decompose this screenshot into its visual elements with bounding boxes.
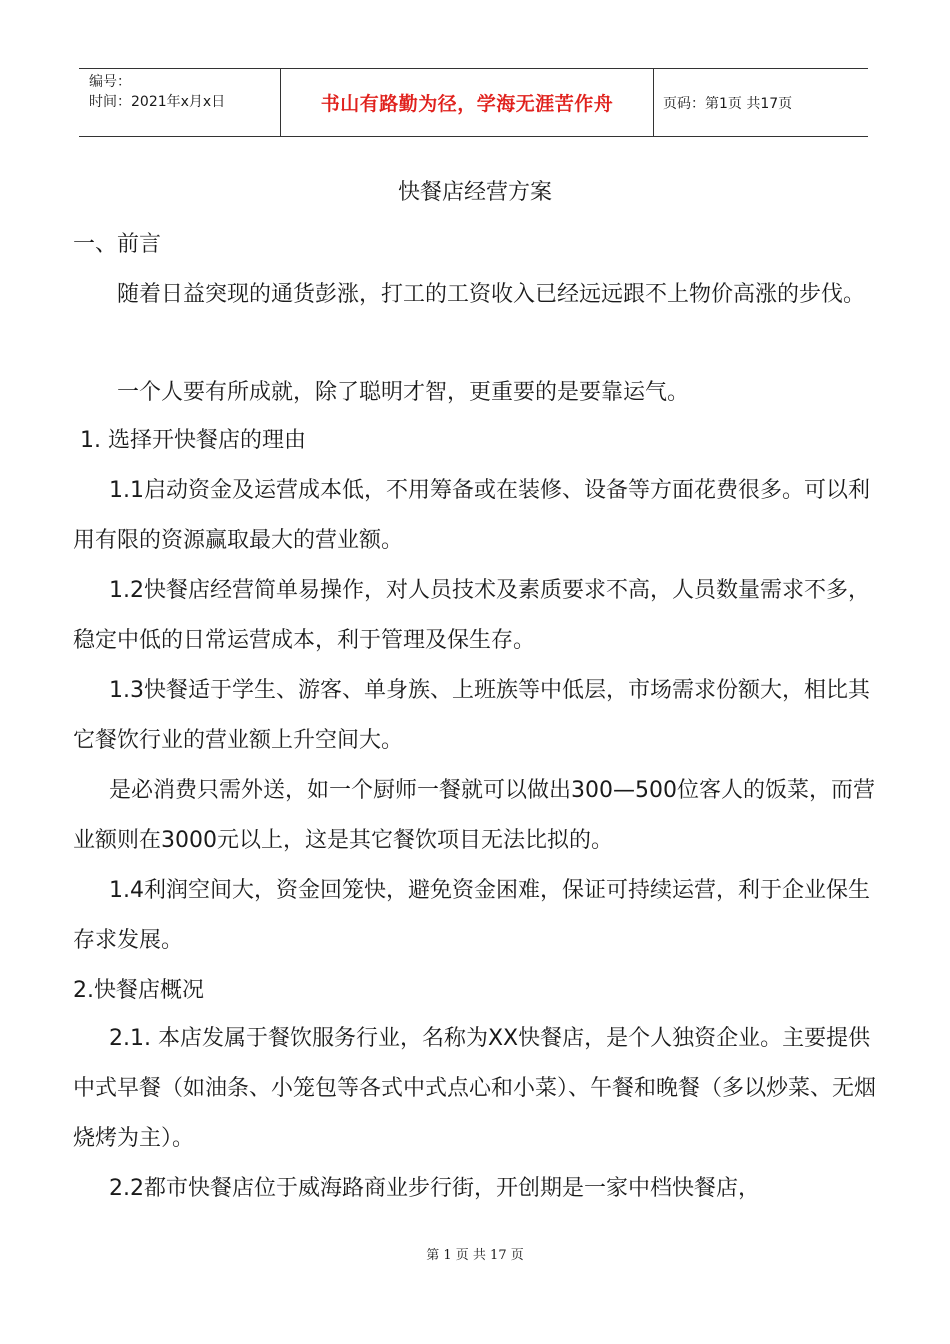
header-motto-cell xyxy=(281,69,654,136)
document-number: 编号： xyxy=(89,74,131,90)
paragraph: 一个人要有所成就，除了聪明才智，更重要的是要靠运气。 xyxy=(117,380,690,405)
page-footer: 第 1 页 共 17 页 xyxy=(426,1248,524,1263)
section-heading-preface: 一、前言 xyxy=(73,232,162,257)
paragraph: 随着日益突现的通货彭涨，打工的工资收入已经远远跟不上物价高涨的步伐。 xyxy=(117,282,866,307)
paragraph: 1.1启动资金及运营成本低，不用筹备或在装修、设备等方面花费很多。可以利用有限的资源赢取最大的营业额。 xyxy=(73,478,870,553)
page-indicator: 页码：第1页 共17页 xyxy=(663,95,793,112)
document-header xyxy=(79,68,868,137)
paragraph: 是必消费只需外送，如一个厨师一餐就可以做出300—500位客人的饭菜，而营业额则在3000元以上，这是其它餐饮项目无法比拟的。 xyxy=(73,778,875,853)
paragraph: 1.4利润空间大，资金回笼快，避免资金困难，保证可持续运营，利于企业保生存求发展。 xyxy=(73,878,870,953)
paragraph: 2.2都市快餐店位于威海路商业步行街，开创期是一家中档快餐店， xyxy=(109,1176,760,1201)
document-date: 时间：2021年x月x日 xyxy=(89,94,226,110)
paragraph: 2.1. 本店发属于餐饮服务行业，名称为XX快餐店，是个人独资企业。主要提供中式早餐（如油条、小笼包等各式中式点心和小菜）、午餐和晚餐（多以炒菜、无烟烧烤为主）。 xyxy=(73,1026,877,1151)
paragraph: 1.2快餐店经营简单易操作，对人员技术及素质要求不高，人员数量需求不多，稳定中低的日常运营成本，利于管理及保生存。 xyxy=(73,578,870,653)
header-meta xyxy=(79,69,281,136)
paragraph: 1.3快餐适于学生、游客、单身族、上班族等中低层，市场需求份额大，相比其它餐饮行业的营业额上升空间大。 xyxy=(73,678,870,753)
section-heading-reasons: 1. 选择开快餐店的理由 xyxy=(80,428,306,453)
header-page-cell xyxy=(654,69,868,136)
document-title: 快餐店经营方案 xyxy=(397,180,552,205)
section-heading-overview: 2.快餐店概况 xyxy=(73,978,204,1003)
motto-text: 书山有路勤为径，学海无涯苦作舟 xyxy=(320,93,614,115)
